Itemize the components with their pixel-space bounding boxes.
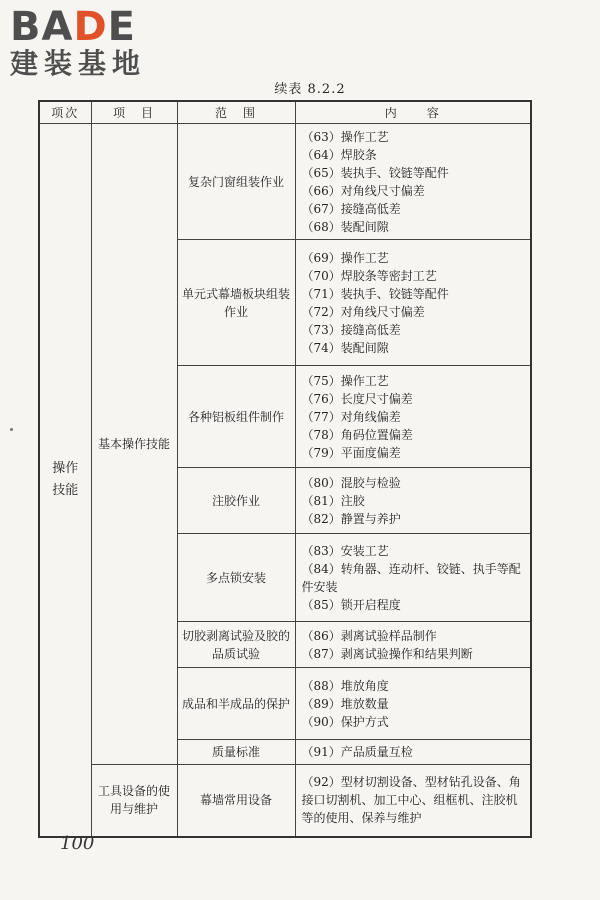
content-item: （73）接缝高低差 <box>301 322 401 337</box>
content-cell <box>295 124 531 240</box>
header-item-no: 项次 <box>39 101 91 124</box>
project-cell-tools: 工具设备的使用与维护 <box>91 765 177 837</box>
range-cell: 各种铝板组件制作 <box>177 366 295 468</box>
content-item: （82）静置与养护 <box>301 511 401 526</box>
content-cell <box>295 740 531 765</box>
header-project: 项 目 <box>91 101 177 124</box>
logo-wordmark <box>10 6 180 48</box>
table-header-row <box>39 101 531 124</box>
content-item: （80）混胶与检验 <box>301 475 401 490</box>
content-cell <box>295 765 531 837</box>
content-item: （92）型材切割设备、型材钻孔设备、角接口切割机、加工中心、组框机、注胶机等的使用、保养与维护 <box>301 775 521 826</box>
content-item: （83）安装工艺 <box>301 543 389 558</box>
content-item: （88）堆放角度 <box>301 678 389 693</box>
content-item: （69）操作工艺 <box>301 250 389 265</box>
content-item: （87）剥离试验操作和结果判断 <box>301 646 473 661</box>
content-item: （77）对角线偏差 <box>301 409 401 424</box>
logo-text-a: BA <box>10 4 74 50</box>
range-cell: 质量标准 <box>177 740 295 765</box>
logo-text-b: D <box>73 4 108 50</box>
project-cell-basic: 基本操作技能 <box>91 124 177 765</box>
content-item: （66）对角线尺寸偏差 <box>301 183 425 198</box>
content-item: （72）对角线尺寸偏差 <box>301 304 425 319</box>
content-cell <box>295 240 531 366</box>
content-cell <box>295 668 531 740</box>
skills-table <box>38 100 532 838</box>
content-item: （81）注胶 <box>301 493 365 508</box>
range-cell: 复杂门窗组装作业 <box>177 124 295 240</box>
content-item: （76）长度尺寸偏差 <box>301 391 413 406</box>
content-item: （68）装配间隙 <box>301 219 389 234</box>
range-cell: 切胶剥离试验及胶的品质试验 <box>177 622 295 668</box>
content-item: （67）接缝高低差 <box>301 201 401 216</box>
content-item: （79）平面度偏差 <box>301 445 401 460</box>
logo <box>10 6 180 80</box>
content-item: （90）保护方式 <box>301 714 389 729</box>
range-cell: 成品和半成品的保护 <box>177 668 295 740</box>
range-cell: 单元式幕墙板块组装作业 <box>177 240 295 366</box>
logo-text-c: E <box>107 4 136 50</box>
header-content: 内 容 <box>295 101 531 124</box>
range-cell: 多点锁安装 <box>177 534 295 622</box>
content-item: （63）操作工艺 <box>301 129 389 144</box>
content-item: （70）焊胶条等密封工艺 <box>301 268 437 283</box>
logo-subtitle: 建装基地 <box>10 47 147 80</box>
content-cell <box>295 366 531 468</box>
content-item: （71）装执手、铰链等配件 <box>301 286 449 301</box>
table-row <box>39 765 531 837</box>
content-item: （85）锁开启程度 <box>301 597 401 612</box>
content-cell <box>295 622 531 668</box>
content-item: （65）装执手、铰链等配件 <box>301 165 449 180</box>
table-row <box>39 124 531 240</box>
content-item: （64）焊胶条 <box>301 147 377 162</box>
range-cell: 幕墙常用设备 <box>177 765 295 837</box>
content-item: （86）剥离试验样品制作 <box>301 628 437 643</box>
content-item: （84）转角器、连动杆、铰链、执手等配件安装 <box>301 561 521 594</box>
table-caption: 续表 8.2.2 <box>274 82 346 97</box>
header-range: 范 围 <box>177 101 295 124</box>
content-item: （89）堆放数量 <box>301 696 389 711</box>
content-item: （91）产品质量互检 <box>301 745 413 759</box>
category-cell: 操作 技能 <box>39 124 91 837</box>
content-cell <box>295 468 531 534</box>
content-item: （78）角码位置偏差 <box>301 427 413 442</box>
page-number: 100 <box>60 833 95 854</box>
range-cell: 注胶作业 <box>177 468 295 534</box>
content-item: （75）操作工艺 <box>301 373 389 388</box>
content-item: （74）装配间隙 <box>301 340 389 355</box>
scan-speck <box>10 428 13 431</box>
content-cell <box>295 534 531 622</box>
